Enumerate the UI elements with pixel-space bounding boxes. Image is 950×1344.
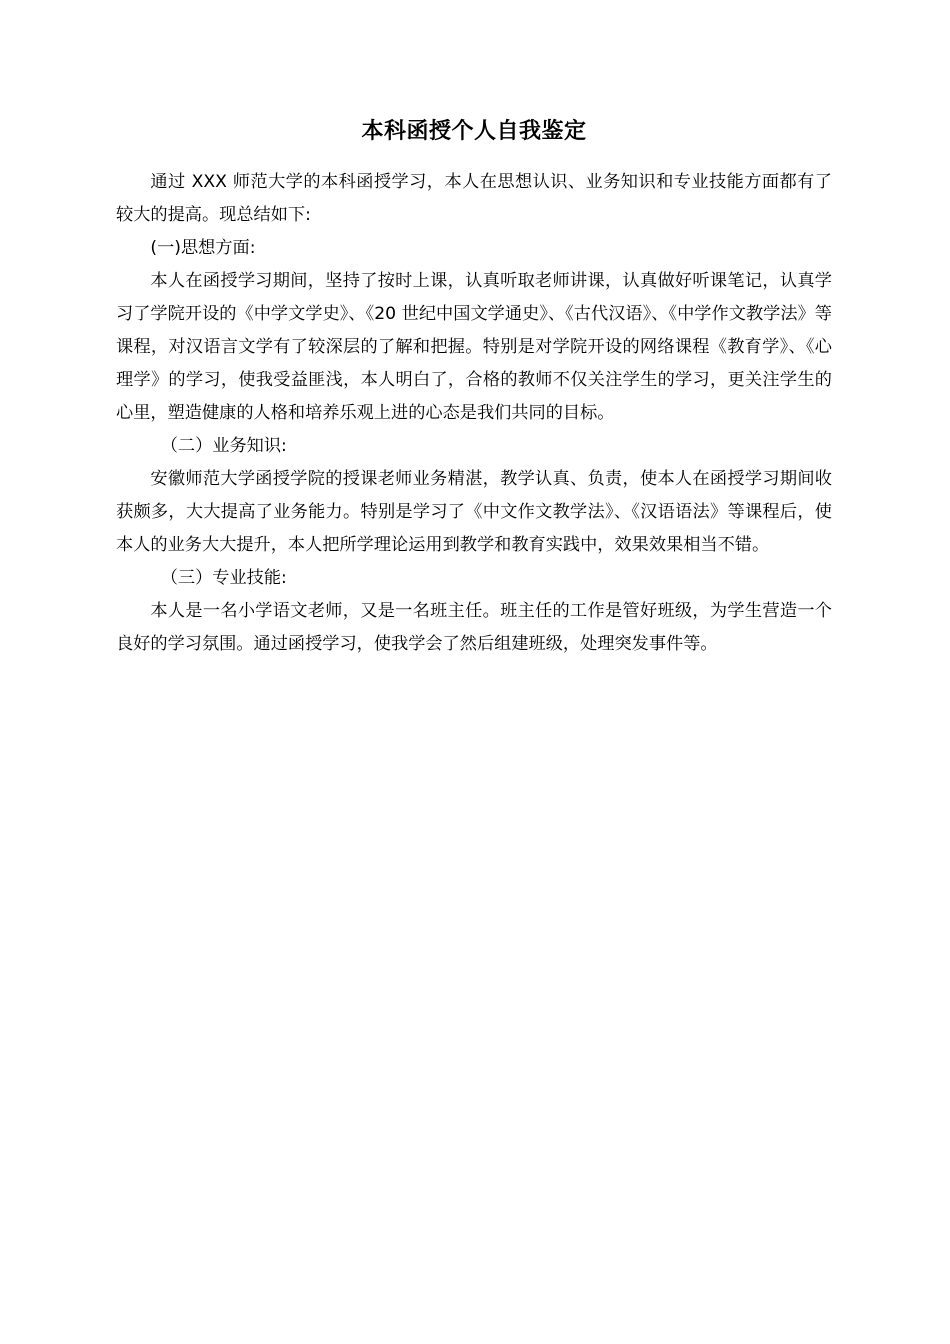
document-content — [116, 112, 832, 661]
section-body-business: 安徽师范大学函授学院的授课老师业务精湛，教学认真、负责，使本人在函授学习期间收获颇多，大大提高了业务能力。特别是学习了《中文作文教学法》、《汉语语法》等课程后，使本人的业务大大提升，本人把所学理论运用到教学和教育实践中，效果效果相当不错。 — [116, 469, 832, 555]
section-heading-thought: (一)思想方面: — [150, 238, 256, 258]
section-body-thought: 本人在函授学习期间，坚持了按时上课，认真听取老师讲课，认真做好听课笔记，认真学习了学院开设的《中学文学史》、《20 世纪中国文学通史》、《古代汉语》、《中学作文教学法》等课程，对汉语言文学有了较深层的了解和把握。特别是对学院开设的网络课程《教育学》、《心理学》的学习，使我受益匪浅，本人明白了，合格的教师不仅关注学生的学习，更关注学生的心里，塑造健康的人格和培养乐观上进的心态是我们共同的目标。 — [116, 271, 832, 423]
document-title: 本科函授个人自我鉴定 — [361, 119, 587, 144]
section-body-skills: 本人是一名小学语文老师，又是一名班主任。班主任的工作是管好班级，为学生营造一个良好的学习氛围。通过函授学习，使我学会了然后组建班级，处理突发事件等。 — [116, 601, 832, 654]
section-heading-business: （二）业务知识: — [160, 436, 287, 456]
intro-paragraph: 通过 XXX 师范大学的本科函授学习，本人在思想认识、业务知识和专业技能方面都有了较大的提高。现总结如下: — [116, 172, 832, 225]
section-heading-skills: （三）专业技能: — [160, 568, 287, 588]
